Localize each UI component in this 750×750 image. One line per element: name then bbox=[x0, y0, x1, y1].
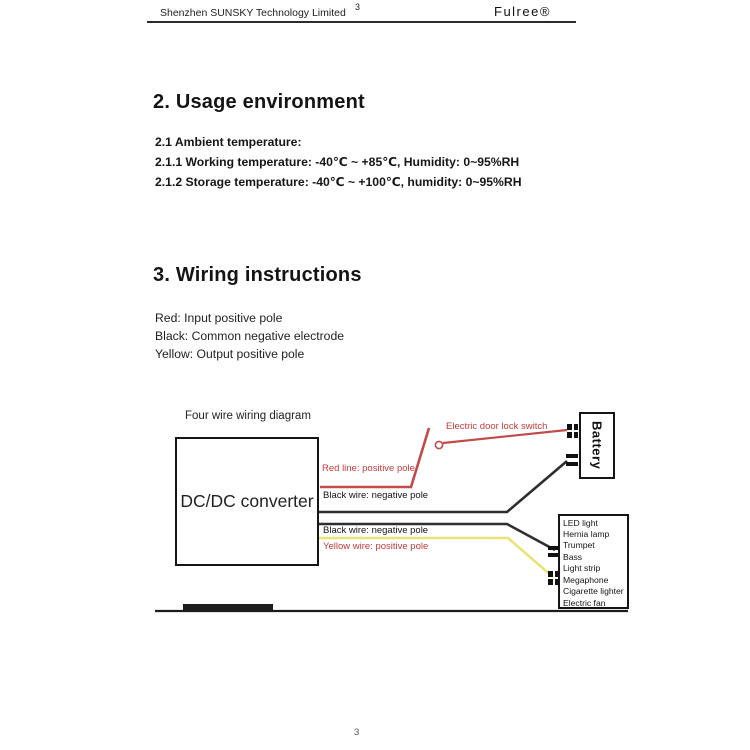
red-wire-label: Red line: positive pole bbox=[322, 463, 415, 474]
load-item: LED light bbox=[563, 517, 598, 528]
header-company-title: Shenzhen SUNSKY Technology Limited bbox=[160, 7, 346, 19]
working-temperature-line: 2.1.1 Working temperature: -40℃ ~ +85℃, Humidity: 0~95%RH bbox=[155, 155, 520, 169]
storage-temperature-line: 2.1.2 Storage temperature: -40℃ ~ +100℃, humidity: 0~95%RH bbox=[155, 175, 522, 189]
red-wire-meaning-line: Red: Input positive pole bbox=[155, 311, 283, 325]
door-lock-switch-label: Electric door lock switch bbox=[446, 421, 548, 432]
diagram-title: Four wire wiring diagram bbox=[185, 410, 311, 422]
page-number: 3 bbox=[354, 727, 360, 738]
load-item: Bass bbox=[563, 551, 583, 562]
dcdc-converter-box bbox=[175, 437, 319, 566]
battery-negative-terminal-icon bbox=[566, 454, 578, 466]
load-item: Light strip bbox=[563, 563, 601, 574]
section-wiring-body bbox=[155, 309, 344, 363]
load-item: Trumpet bbox=[563, 540, 595, 551]
dcdc-converter-label: DC/DC converter bbox=[180, 491, 314, 511]
loads-box bbox=[558, 514, 629, 609]
black-wire-label-1: Black wire: negative pole bbox=[323, 490, 429, 501]
header-superscript: 3 bbox=[355, 2, 361, 12]
loads-positive-terminal-icon bbox=[548, 571, 559, 585]
battery-box bbox=[579, 412, 615, 479]
ambient-temperature-line: 2.1 Ambient temperature: bbox=[155, 135, 302, 149]
load-item: Megaphone bbox=[563, 574, 609, 585]
load-item: Cigarette lighter bbox=[563, 586, 624, 597]
yellow-wire-meaning-line: Yellow: Output positive pole bbox=[155, 347, 305, 361]
header-brand-logo: Fulree® bbox=[494, 4, 551, 19]
ground-bar bbox=[183, 604, 273, 610]
header-rule bbox=[147, 21, 576, 23]
section-usage-title: 2. Usage environment bbox=[153, 91, 365, 113]
battery-label: Battery bbox=[589, 421, 605, 470]
load-item: Hernia lamp bbox=[563, 528, 610, 539]
load-item: Electric fan bbox=[563, 597, 606, 608]
yellow-wire-label: Yellow wire: positive pole bbox=[323, 541, 429, 552]
black-wire-label-2: Black wire: negative pole bbox=[323, 525, 429, 536]
red-wire bbox=[320, 428, 429, 487]
section-usage-body bbox=[155, 132, 522, 192]
loads-negative-terminal-icon bbox=[548, 546, 559, 557]
door-lock-switch-icon bbox=[435, 441, 442, 448]
black-wire-meaning-line: Black: Common negative electrode bbox=[155, 329, 345, 343]
section-wiring-title: 3. Wiring instructions bbox=[153, 264, 362, 286]
battery-positive-terminal-icon bbox=[567, 424, 578, 438]
